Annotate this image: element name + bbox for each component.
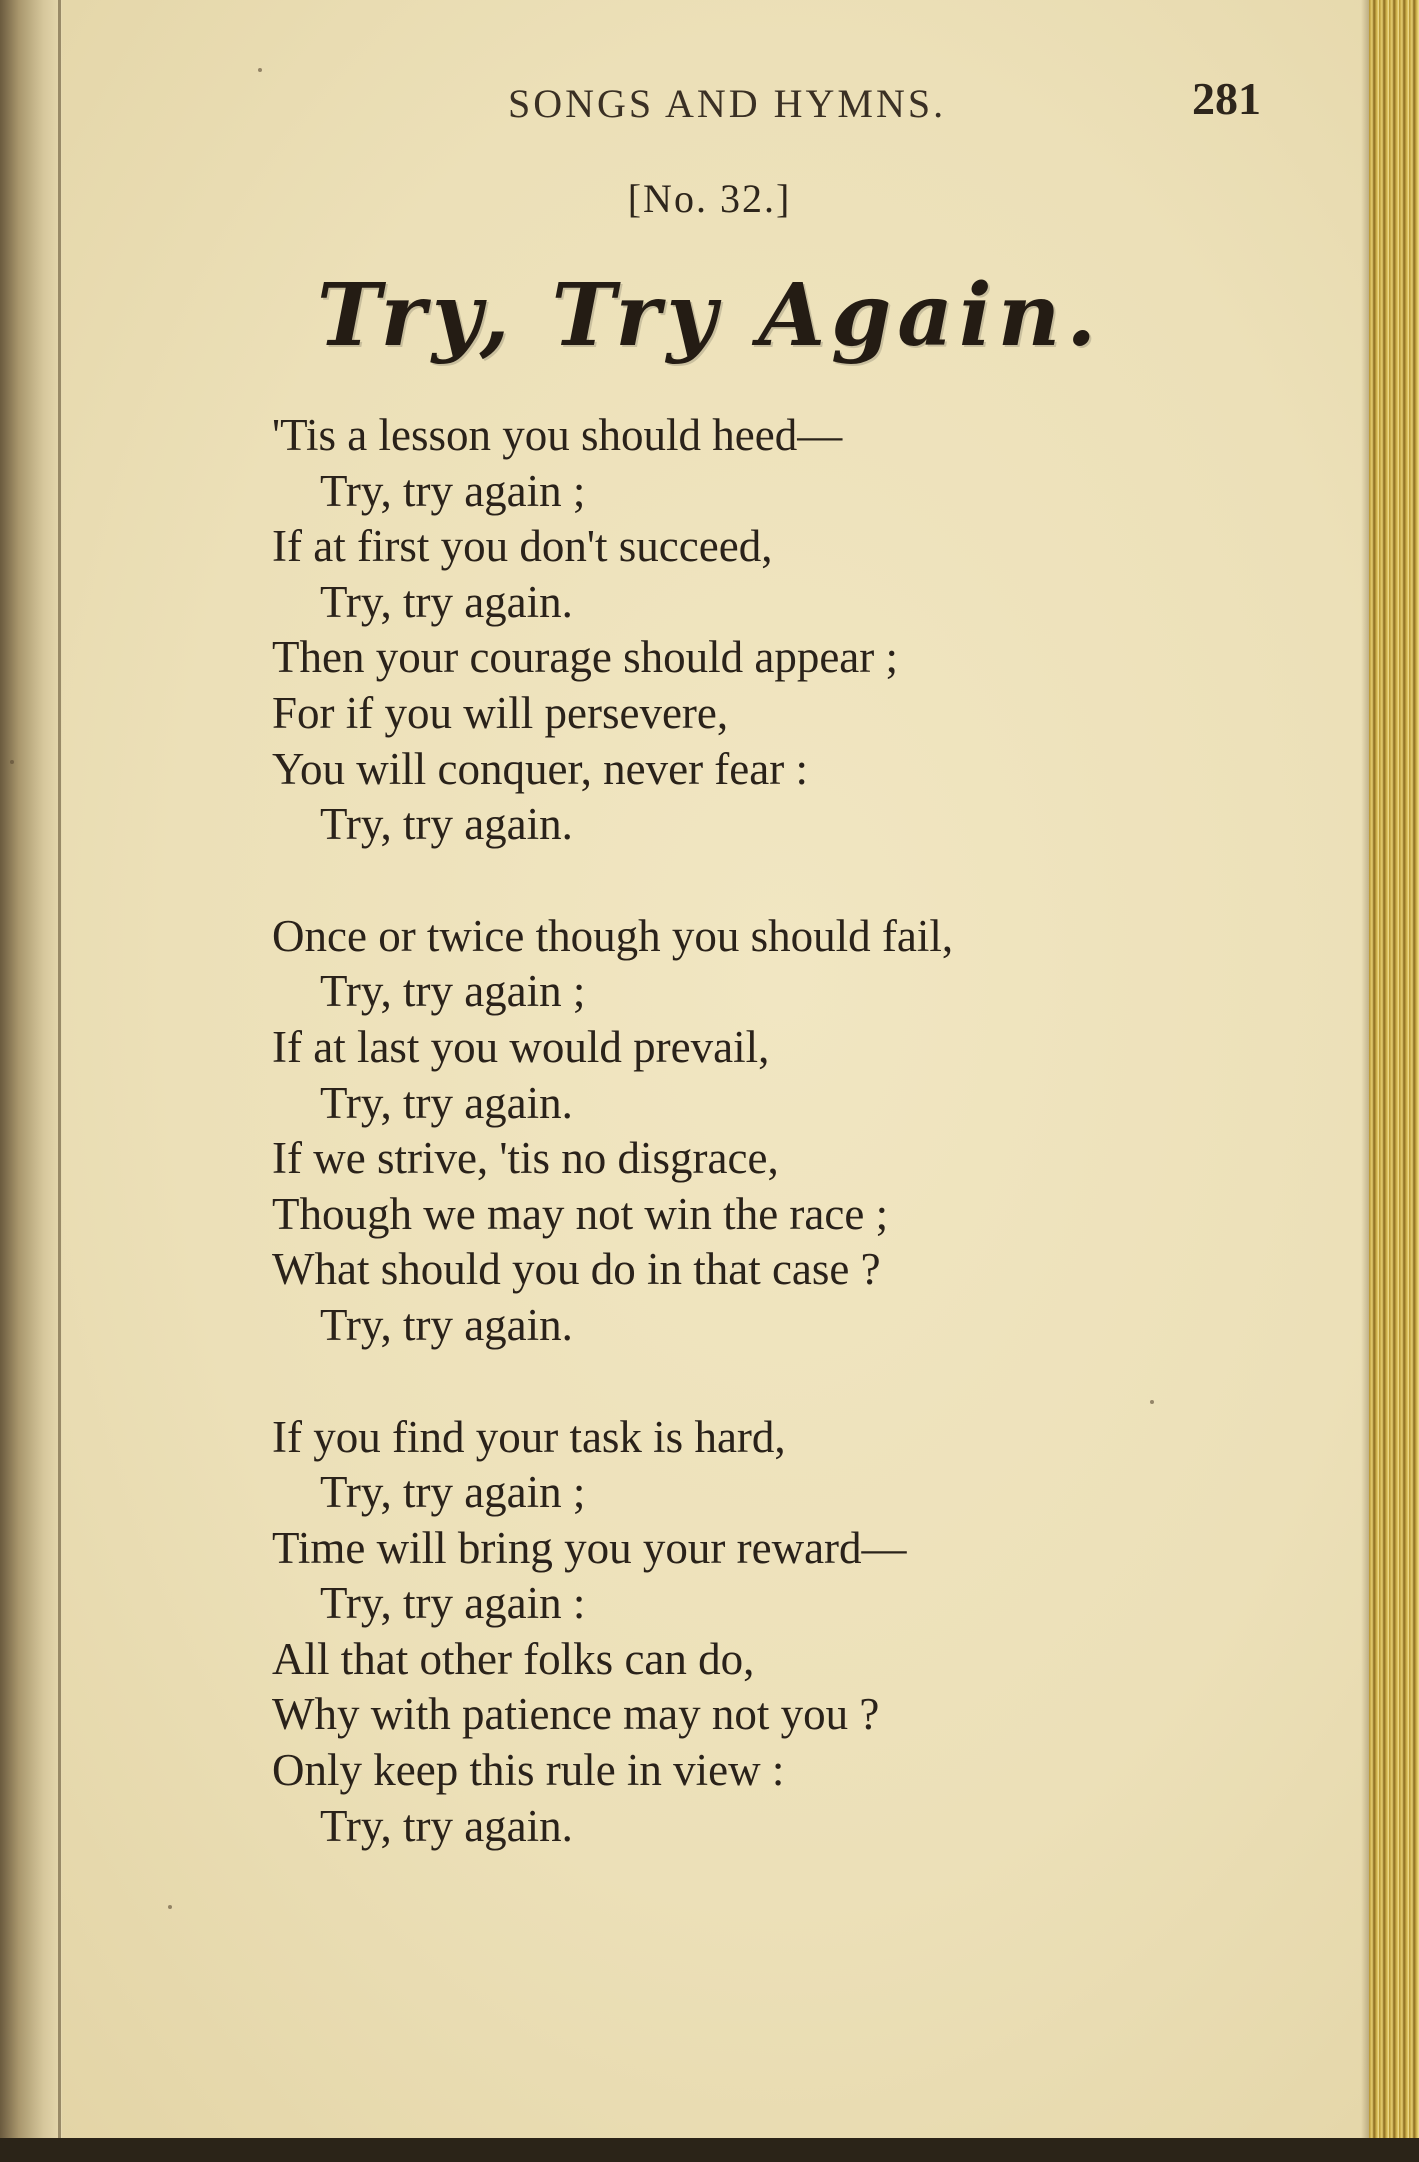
verse-line: You will conquer, never fear : <box>272 743 808 794</box>
refrain-line: Try, try again ; <box>320 465 586 516</box>
refrain-line: Try, try again. <box>320 576 573 627</box>
page-bottom-edge <box>0 2138 1419 2162</box>
verse-line: For if you will persevere, <box>272 687 729 738</box>
verse-line: All that other folks can do, <box>272 1633 755 1684</box>
verse-line: Then your courage should appear ; <box>272 632 899 683</box>
stanza <box>272 1410 1272 1855</box>
refrain-line: Try, try again. <box>320 1800 573 1851</box>
verse-line: If at last you would prevail, <box>272 1021 770 1072</box>
refrain-line: Try, try again : <box>320 1578 586 1629</box>
page-header <box>0 72 1419 132</box>
poem-body <box>272 408 1272 1910</box>
verse-line: Time will bring you your reward— <box>272 1522 907 1573</box>
stanza <box>272 909 1272 1354</box>
hymn-title: Try, Try Again. <box>316 265 1103 366</box>
verse-line: 'Tis a lesson you should heed— <box>272 410 843 460</box>
hymn-number: [No. 32.] <box>627 176 792 221</box>
refrain-line: Try, try again ; <box>320 1467 586 1518</box>
page-number: 281 <box>1192 73 1261 124</box>
stanza <box>272 408 1272 853</box>
verse-line: Why with patience may not you ? <box>272 1689 880 1740</box>
verse-line: Once or twice though you should fail, <box>272 910 954 961</box>
verse-line: If you find your task is hard, <box>272 1411 786 1462</box>
refrain-line: Try, try again. <box>320 1299 573 1350</box>
refrain-line: Try, try again. <box>320 1077 573 1128</box>
running-head: SONGS AND HYMNS. <box>508 81 947 126</box>
verse-line: Only keep this rule in view : <box>272 1745 785 1796</box>
verse-line: Though we may not win the race ; <box>272 1188 889 1239</box>
verse-line: If we strive, 'tis no disgrace, <box>272 1133 779 1184</box>
refrain-line: Try, try again. <box>320 799 573 850</box>
verse-line: If at first you don't succeed, <box>272 521 773 572</box>
verse-line: What should you do in that case ? <box>272 1244 881 1295</box>
refrain-line: Try, try again ; <box>320 966 586 1017</box>
